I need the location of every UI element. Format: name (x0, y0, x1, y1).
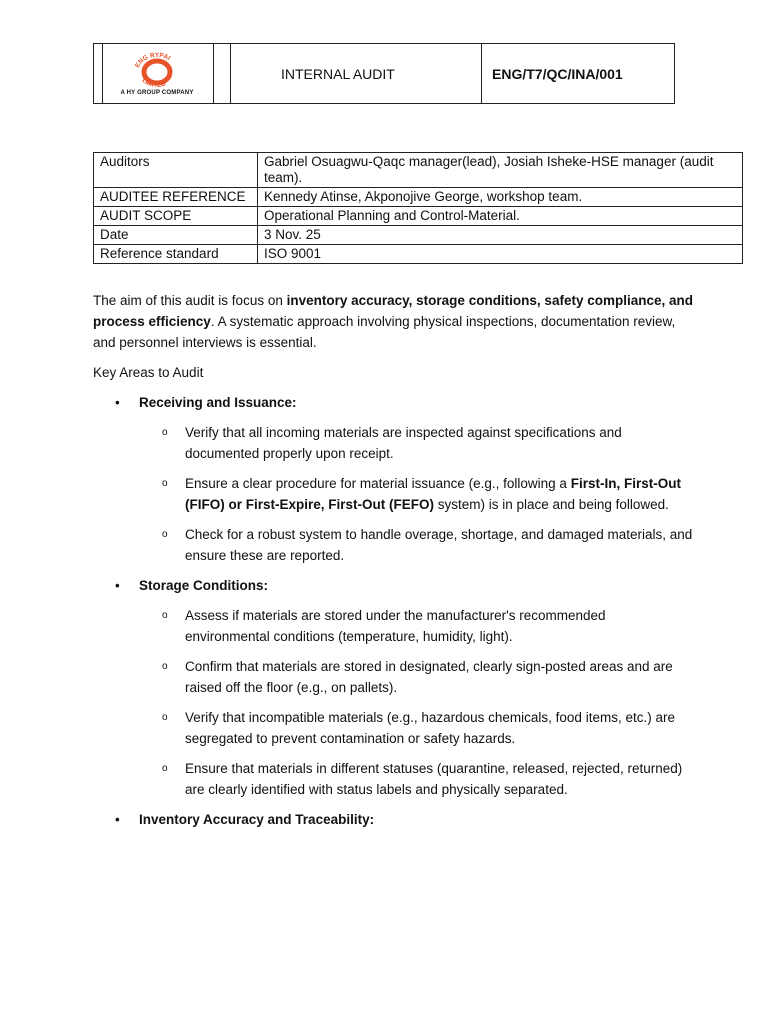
audit-info-table (93, 152, 743, 264)
list-item-text: Ensure a clear procedure for material issuance (e.g., following a (185, 476, 571, 491)
logo-ring-icon (122, 51, 192, 89)
list-item-text: Verify that all incoming materials are inspected against specifications and documented properly upon receipt. (185, 425, 622, 461)
list-item (139, 473, 693, 515)
list-item (93, 809, 693, 830)
circle-bullet-icon: o (162, 763, 168, 774)
section-title: Storage Conditions: (139, 578, 268, 593)
list-item (139, 656, 693, 698)
table-row (94, 226, 743, 245)
circle-bullet-icon: o (162, 478, 168, 489)
bullet-icon: • (115, 578, 120, 593)
list-item-text: Assess if materials are stored under the manufacturer's recommended environmental conditions (temperature, humidity, light). (185, 608, 606, 644)
svg-text:LIMITED: LIMITED (140, 77, 167, 89)
document-code: ENG/T7/QC/INA/001 (492, 65, 623, 82)
table-value: Gabriel Osuagwu-Qaqc manager(lead), Josiah Isheke-HSE manager (audit team). (258, 153, 743, 188)
table-label: AUDITEE REFERENCE (94, 188, 258, 207)
table-value: Kennedy Atinse, Akponojive George, workshop team. (258, 188, 743, 207)
table-label: Auditors (94, 153, 258, 188)
key-areas-heading: Key Areas to Audit (93, 365, 204, 380)
list-item-text: Verify that incompatible materials (e.g., hazardous chemicals, food items, etc.) are segregated to prevent contamination or safety hazards. (185, 710, 675, 746)
logo-cell (94, 44, 231, 103)
document-title: INTERNAL AUDIT (231, 44, 482, 103)
list-item (93, 575, 693, 800)
table-value: 3 Nov. 25 (258, 226, 743, 245)
table-label: AUDIT SCOPE (94, 207, 258, 226)
bullet-icon: • (115, 812, 120, 827)
list-item (139, 605, 693, 647)
document-body (93, 290, 693, 839)
table-row (94, 207, 743, 226)
logo-cell-divider (213, 44, 214, 103)
aim-text: The aim of this audit is focus on (93, 293, 287, 308)
table-value: Operational Planning and Control-Material. (258, 207, 743, 226)
list-item-text: Confirm that materials are stored in designated, clearly sign-posted areas and are raised off the floor (e.g., on pallets). (185, 659, 673, 695)
company-logo (120, 51, 193, 96)
sub-list (139, 422, 693, 566)
list-item-emphasis: First-In, First-Out (FIFO) or First-Expire, First-Out (FEFO) (185, 476, 681, 512)
list-item (139, 422, 693, 464)
logo-tagline: A HY GROUP COMPANY (120, 90, 194, 96)
list-item (139, 524, 693, 566)
table-label: Reference standard (94, 245, 258, 264)
bullet-icon: • (115, 395, 120, 410)
circle-bullet-icon: o (162, 661, 168, 672)
section-title: Receiving and Issuance: (139, 395, 297, 410)
circle-bullet-icon: o (162, 427, 168, 438)
table-row (94, 188, 743, 207)
table-row (94, 245, 743, 264)
key-areas-list (93, 392, 693, 830)
circle-bullet-icon: o (162, 610, 168, 621)
table-label: Date (94, 226, 258, 245)
circle-bullet-icon: o (162, 529, 168, 540)
list-item-text: system) is in place and being followed. (434, 497, 669, 512)
list-item-text: Check for a robust system to handle overage, shortage, and damaged materials, and ensure these are reported. (185, 527, 693, 563)
table-row (94, 153, 743, 188)
table-value: ISO 9001 (258, 245, 743, 264)
list-item (139, 707, 693, 749)
aim-emphasis: inventory accuracy, storage conditions, safety compliance, and process efficiency (93, 293, 693, 329)
list-item (139, 758, 693, 800)
aim-text: . A systematic approach involving physical inspections, documentation review, and personnel interviews is essential. (93, 314, 676, 350)
circle-bullet-icon: o (162, 712, 168, 723)
document-header (93, 43, 675, 104)
aim-paragraph (93, 290, 693, 353)
list-item (93, 392, 693, 566)
sub-list (139, 605, 693, 800)
list-item-text: Ensure that materials in different statuses (quarantine, released, rejected, returned) are clearly identified with status labels and physically separated. (185, 761, 683, 797)
logo-cell-divider (102, 44, 103, 103)
svg-text:ENG RYPAI: ENG RYPAI (134, 51, 172, 69)
section-title: Inventory Accuracy and Traceability: (139, 812, 375, 827)
